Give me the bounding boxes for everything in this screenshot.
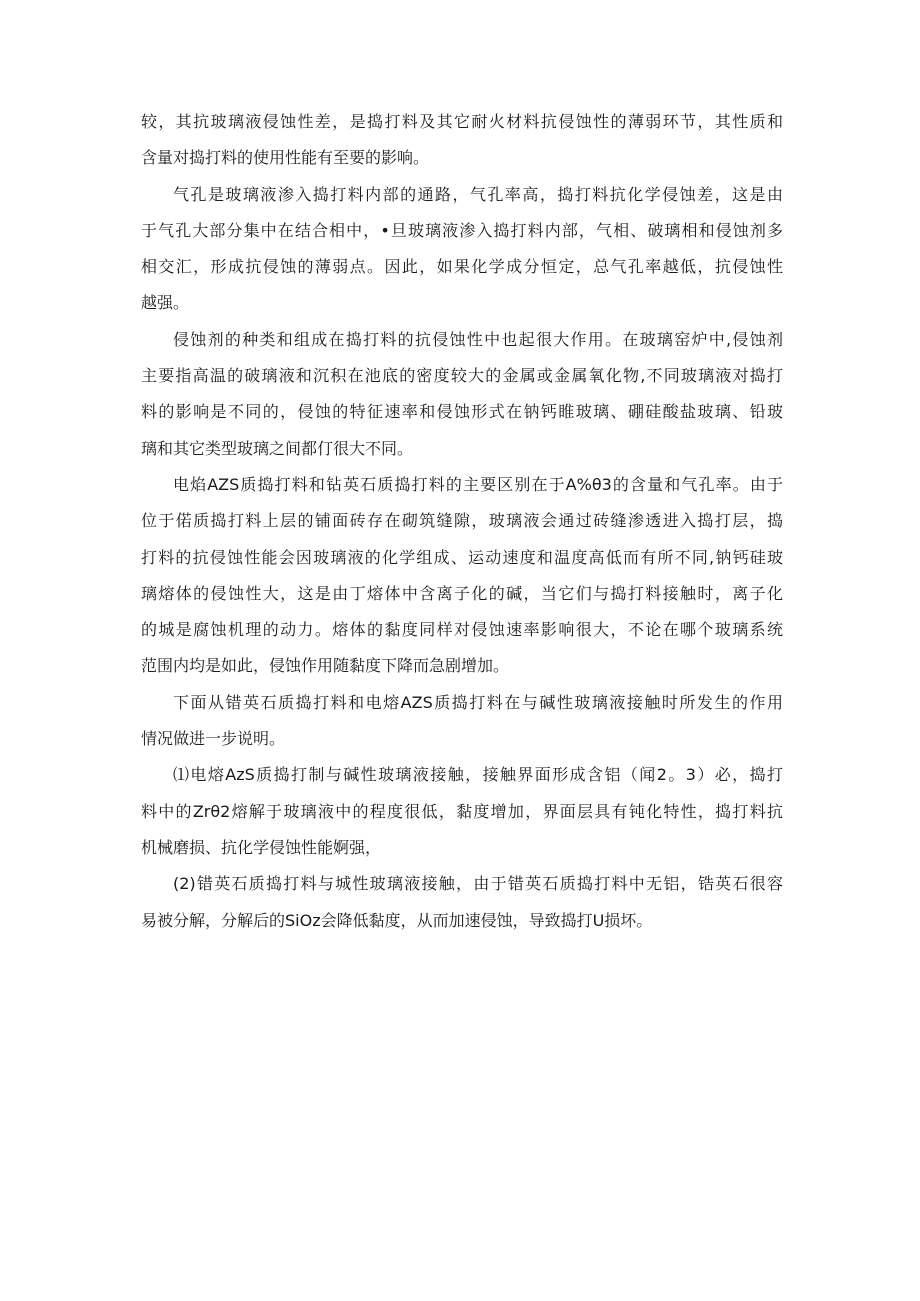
paragraph <box>141 757 783 866</box>
text-line: 璃和其它类型玻璃之间都仃很大不同。 <box>141 438 414 458</box>
text-line: 侵蚀剂的种类和组成在捣打料的抗侵蚀性中也起很大作用。在玻璃窑炉中,侵蚀剂 <box>173 329 783 349</box>
paragraph <box>141 467 783 685</box>
text-line: 料中的Zrθ2熔解于玻璃液中的程度很低，黏度增加，界面层具有钝化特性，捣打料抗 <box>141 801 783 821</box>
text-line: 范围内均是如此，侵蚀作用随黏度下降而急剧增加。 <box>141 656 510 676</box>
text-line: (2)错英石质捣打料与城性玻璃液接触，由于错英石质捣打料中无铝，锆英石很容 <box>173 874 783 894</box>
paragraph <box>141 177 783 322</box>
text-line: 气孔是玻璃液渗入捣打料内部的通路，气孔率高，捣打料抗化学侵蚀差，这是由 <box>173 184 783 204</box>
text-line: 情况做进一步说明。 <box>141 729 286 749</box>
paragraph <box>141 685 783 758</box>
text-line: 易被分解，分解后的SiOz会降低黏度，从而加速侵蚀，导致捣打U损坏。 <box>141 910 653 930</box>
text-line: 较，其抗玻璃液侵蚀性差，是捣打料及其它耐火材料抗侵蚀性的薄弱环节，其性质和 <box>141 112 783 131</box>
text-line: 相交汇，形成抗侵蚀的薄弱点。因此，如果化学成分恒定，总气孔率越低，抗侵蚀性 <box>141 257 783 277</box>
text-line: 料的影响是不同的，侵蚀的特征速率和侵蚀形式在钠钙睢玻璃、硼硅酸盐玻璃、铅玻 <box>141 402 783 422</box>
text-line: 电焰AZS质捣打料和钻英石质捣打料的主要区别在于A%θ3的含量和气孔率。由于 <box>173 474 783 494</box>
text-line: 璃熔体的侵蚀性大，这是由丁熔体中含离子化的碱，当它们与捣打料接触时，离子化 <box>141 583 783 603</box>
paragraph <box>141 322 783 467</box>
text-line: ⑴电熔AzS质捣打制与碱性玻璃液接触，接触界面形成含铝（闻2。3）必，捣打 <box>173 765 783 785</box>
text-line: 含量对捣打料的使用性能有至要的影响。 <box>141 148 430 168</box>
text-line: 主要指高温的破璃液和沉积在池底的密度较大的金属或金属氧化物,不同玻璃液对捣打 <box>141 366 783 386</box>
text-line: 越强。 <box>141 293 190 313</box>
text-line: 机械磨损、抗化学侵蚀性能婀强， <box>141 837 382 857</box>
text-line: 打料的抗侵蚀性能会因玻璃液的化学组成、运动速度和温度高低而有所不同,钠钙硅玻 <box>141 547 783 567</box>
text-line: 的城是腐蚀机理的动力。熔体的黏度同样对侵蚀速率影响很大，不论在哪个玻璃系统 <box>141 620 783 640</box>
paragraph <box>141 104 783 177</box>
text-line: 于气孔大部分集中在结合相中，•旦玻璃液渗入捣打料内部，气相、破璃相和侵蚀剂多 <box>141 220 783 240</box>
text-line: 下面从错英石质捣打料和电熔AZS质捣打料在与碱性玻璃液接触时所发生的作用 <box>173 692 783 712</box>
body-text <box>141 104 783 939</box>
text-line: 位于偌质捣打料上层的铺面砖存在砌筑缝隙，玻璃液会通过砖缝渗透进入捣打层，捣 <box>141 511 783 531</box>
paragraph <box>141 866 783 939</box>
